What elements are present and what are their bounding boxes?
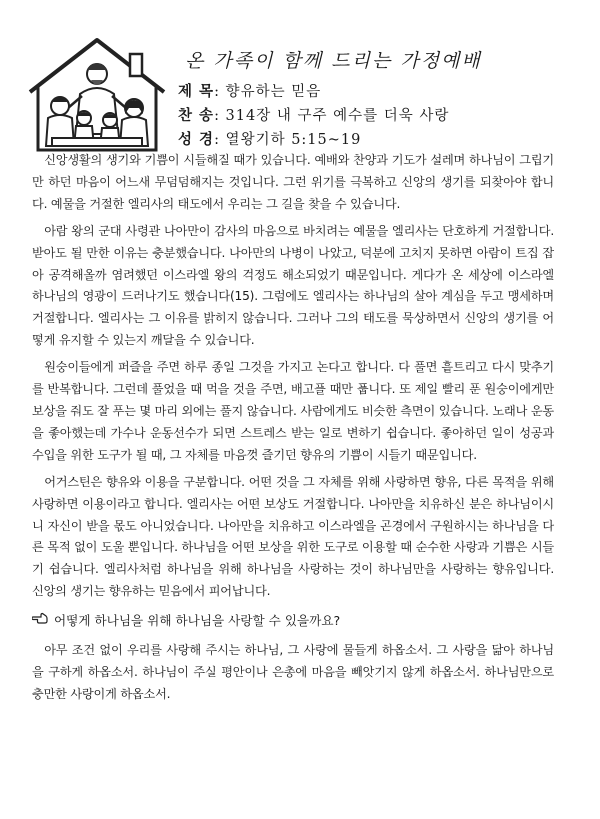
paragraph-4: 어거스틴은 향유와 이용을 구분합니다. 어떤 것을 그 자체를 위해 사랑하면 향유, 다른 목적을 위해 사랑하면 이용이라고 합니다. 엘리사는 어떤 보상도 거절합니다. 나아만을 치유하신 분은 하나님이시니 자신이 받을 몫도 아니었습니다. 나아만을 치유하고 이스라엘을 곤경에서 구원하시는 하나님을 다른 목적 없이 도울 뿐입니다. 하나님을 어떤 보상을 위한 도구로 이용할 때 순수한 사랑과 기쁨은 시들기 쉽습니다. 엘리사처럼 하나님을 위해 하나님을 사랑하는 것이 하나님만을 사랑하는 향유입니다. 신앙의 생기는 향유하는 믿음에서 피어납니다. <box>32 474 554 599</box>
question-text: 어떻게 하나님을 위해 하나님을 사랑할 수 있을까요? <box>54 613 341 629</box>
reflection-question <box>32 611 554 631</box>
info-row-hymn <box>178 104 449 128</box>
info-row-topic <box>178 80 449 104</box>
paragraph-3: 원숭이들에게 퍼즐을 주면 하루 종일 그것을 가지고 논다고 합니다. 다 풀면 흩트리고 다시 맞추기를 반복합니다. 그런데 풀었을 때 먹을 것을 주면, 배고플 때만 풉니다. 또 제일 빨리 푼 원숭이에게만 보상을 줘도 잘 푸는 몇 마리 외에는 풀지 않습니다. 사람에게도 비슷한 측면이 있습니다. 노래나 운동을 좋아했는데 가수나 운동선수가 되면 스트레스 받는 일로 변하기 쉽습니다. 좋아하던 일이 성공과 수입을 위한 도구가 될 때, 그 자체를 마음껏 즐기던 향유의 기쁨이 시들기 때문입니다. <box>32 360 554 462</box>
worship-info <box>178 80 449 152</box>
family-worship-illustration <box>22 34 172 164</box>
closing-prayer: 아무 조건 없이 우리를 사랑해 주시는 하나님, 그 사랑에 물들게 하옵소서. 그 사랑을 닮아 하나님을 구하게 하옵소서. 하나님이 주실 평안이나 은총에 마음을 빼앗기지 않게 하옵소서. 하나님만으로 충만한 사랑이게 하옵소서. <box>32 643 554 701</box>
paragraph-1: 신앙생활의 생기와 기쁨이 시들해질 때가 있습니다. 예배와 찬양과 기도가 설레며 하나님이 그립기만 하던 마음이 어느새 무덤덤해지는 것입니다. 그런 위기를 극복하고 신앙의 생기를 되찾아야 합니다. 예물을 거절한 엘리사의 태도에서 우리는 그 길을 찾을 수 있습니다. <box>32 153 554 211</box>
topic-value: : 향유하는 믿음 <box>214 84 322 100</box>
page-title: 온 가족이 함께 드리는 가정예배 <box>185 50 482 72</box>
hymn-label: 찬 송 <box>178 107 215 124</box>
paragraph-2: 아람 왕의 군대 사령관 나아만이 감사의 마음으로 바치려는 예물을 엘리사는 단호하게 거절합니다. 받아도 될 만한 이유는 충분했습니다. 나아만의 나병이 나았고, 덕분에 고치지 못하면 아람이 트집 잡아 공격해올까 염려했던 이스라엘 왕의 걱정도 해소되었기 때문입니다. 게다가 온 세상에 이스라엘 하나님의 영광이 드러나기도 했습니다(15). 그럼에도 엘리사는 하나님의 살아 계심을 두고 맹세하며 거절합니다. 엘리사는 그 이유를 밝히지 않습니다. 그러나 그의 태도를 묵상하면서 신앙의 생기를 어떻게 유지할 수 있는지 깨달을 수 있습니다. <box>32 223 554 348</box>
topic-label: 제 목 <box>178 83 215 100</box>
hymn-value: : 314장 내 구주 예수를 더욱 사랑 <box>214 108 450 124</box>
scripture-value: : 열왕기하 5:15~19 <box>214 132 362 148</box>
scripture-label: 성 경 <box>178 131 215 148</box>
info-row-scripture <box>178 128 449 152</box>
family-worship-house-illustration <box>22 34 172 164</box>
pointing-hand-icon <box>32 611 48 625</box>
sermon-body <box>32 150 554 706</box>
